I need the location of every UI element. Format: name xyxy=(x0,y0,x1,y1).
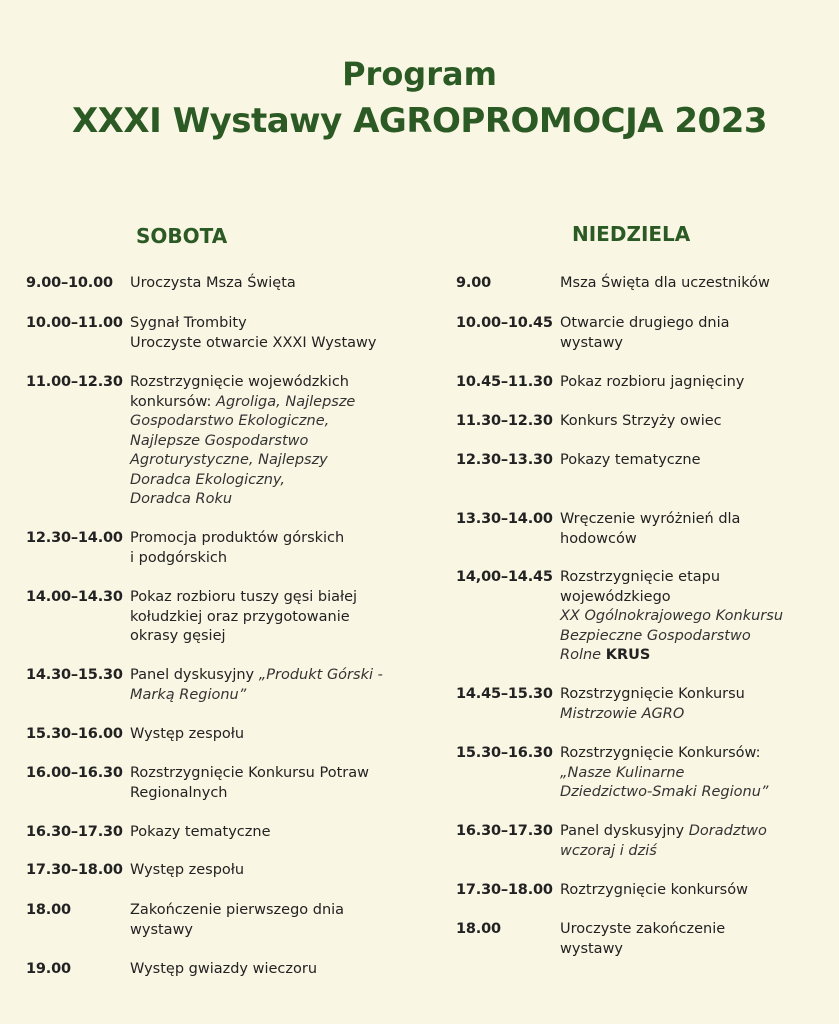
item-text: Rozstrzygnięcie Konkursu xyxy=(560,686,745,702)
item-text: Występ gwiazdy wieczoru xyxy=(130,961,318,977)
item-time: 10.45–11.30 xyxy=(456,374,553,390)
item-text: Występ zespołu xyxy=(130,726,245,742)
item-description xyxy=(560,881,748,901)
item-description xyxy=(560,920,725,959)
item-text: Rozstrzygnięcie Konkursu Potraw Regionalnych xyxy=(130,765,369,801)
item-time: 14.30–15.30 xyxy=(26,667,123,683)
item-time: 15.30–16.00 xyxy=(26,726,123,742)
item-time: 13.30–14.00 xyxy=(456,511,553,527)
item-time: 11.00–12.30 xyxy=(26,374,123,390)
item-text: Sygnał Trombity Uroczyste otwarcie XXXI Wystawy xyxy=(130,315,377,351)
item-text: Promocja produktów górskich i podgórskich xyxy=(130,530,345,566)
item-italic-text: „Produkt Górski - Marką Regionu” xyxy=(130,667,383,703)
item-text: Panel dyskusyjny xyxy=(130,667,259,683)
item-time: 9.00–10.00 xyxy=(26,275,113,291)
item-italic-text: Agroliga, Najlepsze Gospodarstwo Ekologiczne, Najlepsze Gospodarstwo Agroturystyczne, Najlepszy Doradca Ekologiczny, Doradca Roku xyxy=(130,393,356,507)
item-description xyxy=(560,274,770,294)
saturday-heading: SOBOTA xyxy=(136,224,228,248)
item-description xyxy=(560,568,783,666)
item-italic-text: XX Ogólnokrajowego Konkursu Bezpieczne Gospodarstwo Rolne xyxy=(560,608,784,663)
item-text: Rozstrzygnięcie wojewódzkich konkursów: xyxy=(130,374,349,410)
item-text: Uroczysta Msza Święta xyxy=(130,275,296,291)
item-text: Wręczenie wyróżnień dla hodowców xyxy=(560,511,741,547)
item-text: Występ zespołu xyxy=(130,862,245,878)
item-time: 16.30–17.30 xyxy=(26,824,123,840)
item-description xyxy=(560,744,768,803)
item-description xyxy=(130,588,357,647)
sunday-heading: NIEDZIELA xyxy=(572,222,691,246)
item-description xyxy=(560,822,767,861)
item-text: Panel dyskusyjny xyxy=(560,823,689,839)
item-text: Rozstrzygnięcie etapu wojewódzkiego xyxy=(560,569,721,605)
item-text: Konkurs Strzyży owiec xyxy=(560,413,722,429)
item-time: 14,00–14.45 xyxy=(456,569,553,585)
item-text: Pokazy tematyczne xyxy=(560,452,701,468)
item-italic-text: Mistrzowie AGRO xyxy=(560,705,685,722)
item-time: 16.30–17.30 xyxy=(456,823,553,839)
item-description xyxy=(130,764,369,803)
item-time: 18.00 xyxy=(456,921,501,937)
item-description xyxy=(560,685,745,724)
item-text: Rozstrzygnięcie Konkursów: xyxy=(560,745,761,761)
page-subtitle: XXXI Wystawy AGROPROMOCJA 2023 xyxy=(71,101,768,141)
item-description xyxy=(130,823,271,843)
item-time: 17.30–18.00 xyxy=(26,862,123,878)
item-time: 16.00–16.30 xyxy=(26,765,123,781)
item-description xyxy=(130,314,376,353)
item-description xyxy=(560,451,701,471)
item-time: 14.00–14.30 xyxy=(26,589,123,605)
item-description xyxy=(130,373,355,510)
item-description xyxy=(560,373,744,393)
item-text: Uroczyste zakończenie wystawy xyxy=(560,921,726,957)
item-time: 11.30–12.30 xyxy=(456,413,553,429)
item-time: 14.45–15.30 xyxy=(456,686,553,702)
item-description xyxy=(130,529,344,568)
item-description xyxy=(130,725,244,745)
item-text: Pokaz rozbioru tuszy gęsi białej kołudzkiej oraz przygotowanie okrasy gęsiej xyxy=(130,589,358,644)
item-description xyxy=(560,314,730,353)
item-text: Zakończenie pierwszego dnia wystawy xyxy=(130,902,345,938)
item-description xyxy=(560,412,722,432)
item-italic-text: Doradztwo wczoraj i dziś xyxy=(560,823,767,859)
item-time: 10.00–10.45 xyxy=(456,315,553,331)
item-time: 12.30–13.30 xyxy=(456,452,553,468)
item-description xyxy=(130,861,244,881)
item-time: 17.30–18.00 xyxy=(456,882,553,898)
item-text: Otwarcie drugiego dnia wystawy xyxy=(560,315,730,351)
item-time: 19.00 xyxy=(26,961,71,977)
page-title: Program xyxy=(342,55,497,93)
item-description xyxy=(130,960,317,980)
item-time: 9.00 xyxy=(456,275,491,291)
item-time: 10.00–11.00 xyxy=(26,315,123,331)
item-time: 15.30–16.30 xyxy=(456,745,553,761)
item-text: Pokazy tematyczne xyxy=(130,824,271,840)
item-bold-text: KRUS xyxy=(605,647,651,663)
item-text: Roztrzygnięcie konkursów xyxy=(560,882,748,898)
item-time: 18.00 xyxy=(26,902,71,918)
item-text: Pokaz rozbioru jagnięciny xyxy=(560,374,745,390)
item-text: Msza Święta dla uczestników xyxy=(560,275,770,291)
item-description xyxy=(130,666,383,705)
item-description xyxy=(130,901,344,940)
item-time: 12.30–14.00 xyxy=(26,530,123,546)
item-description xyxy=(560,510,740,549)
item-italic-text: „Nasze Kulinarne Dziedzictwo-Smaki Regionu” xyxy=(560,764,769,800)
item-description xyxy=(130,274,296,294)
